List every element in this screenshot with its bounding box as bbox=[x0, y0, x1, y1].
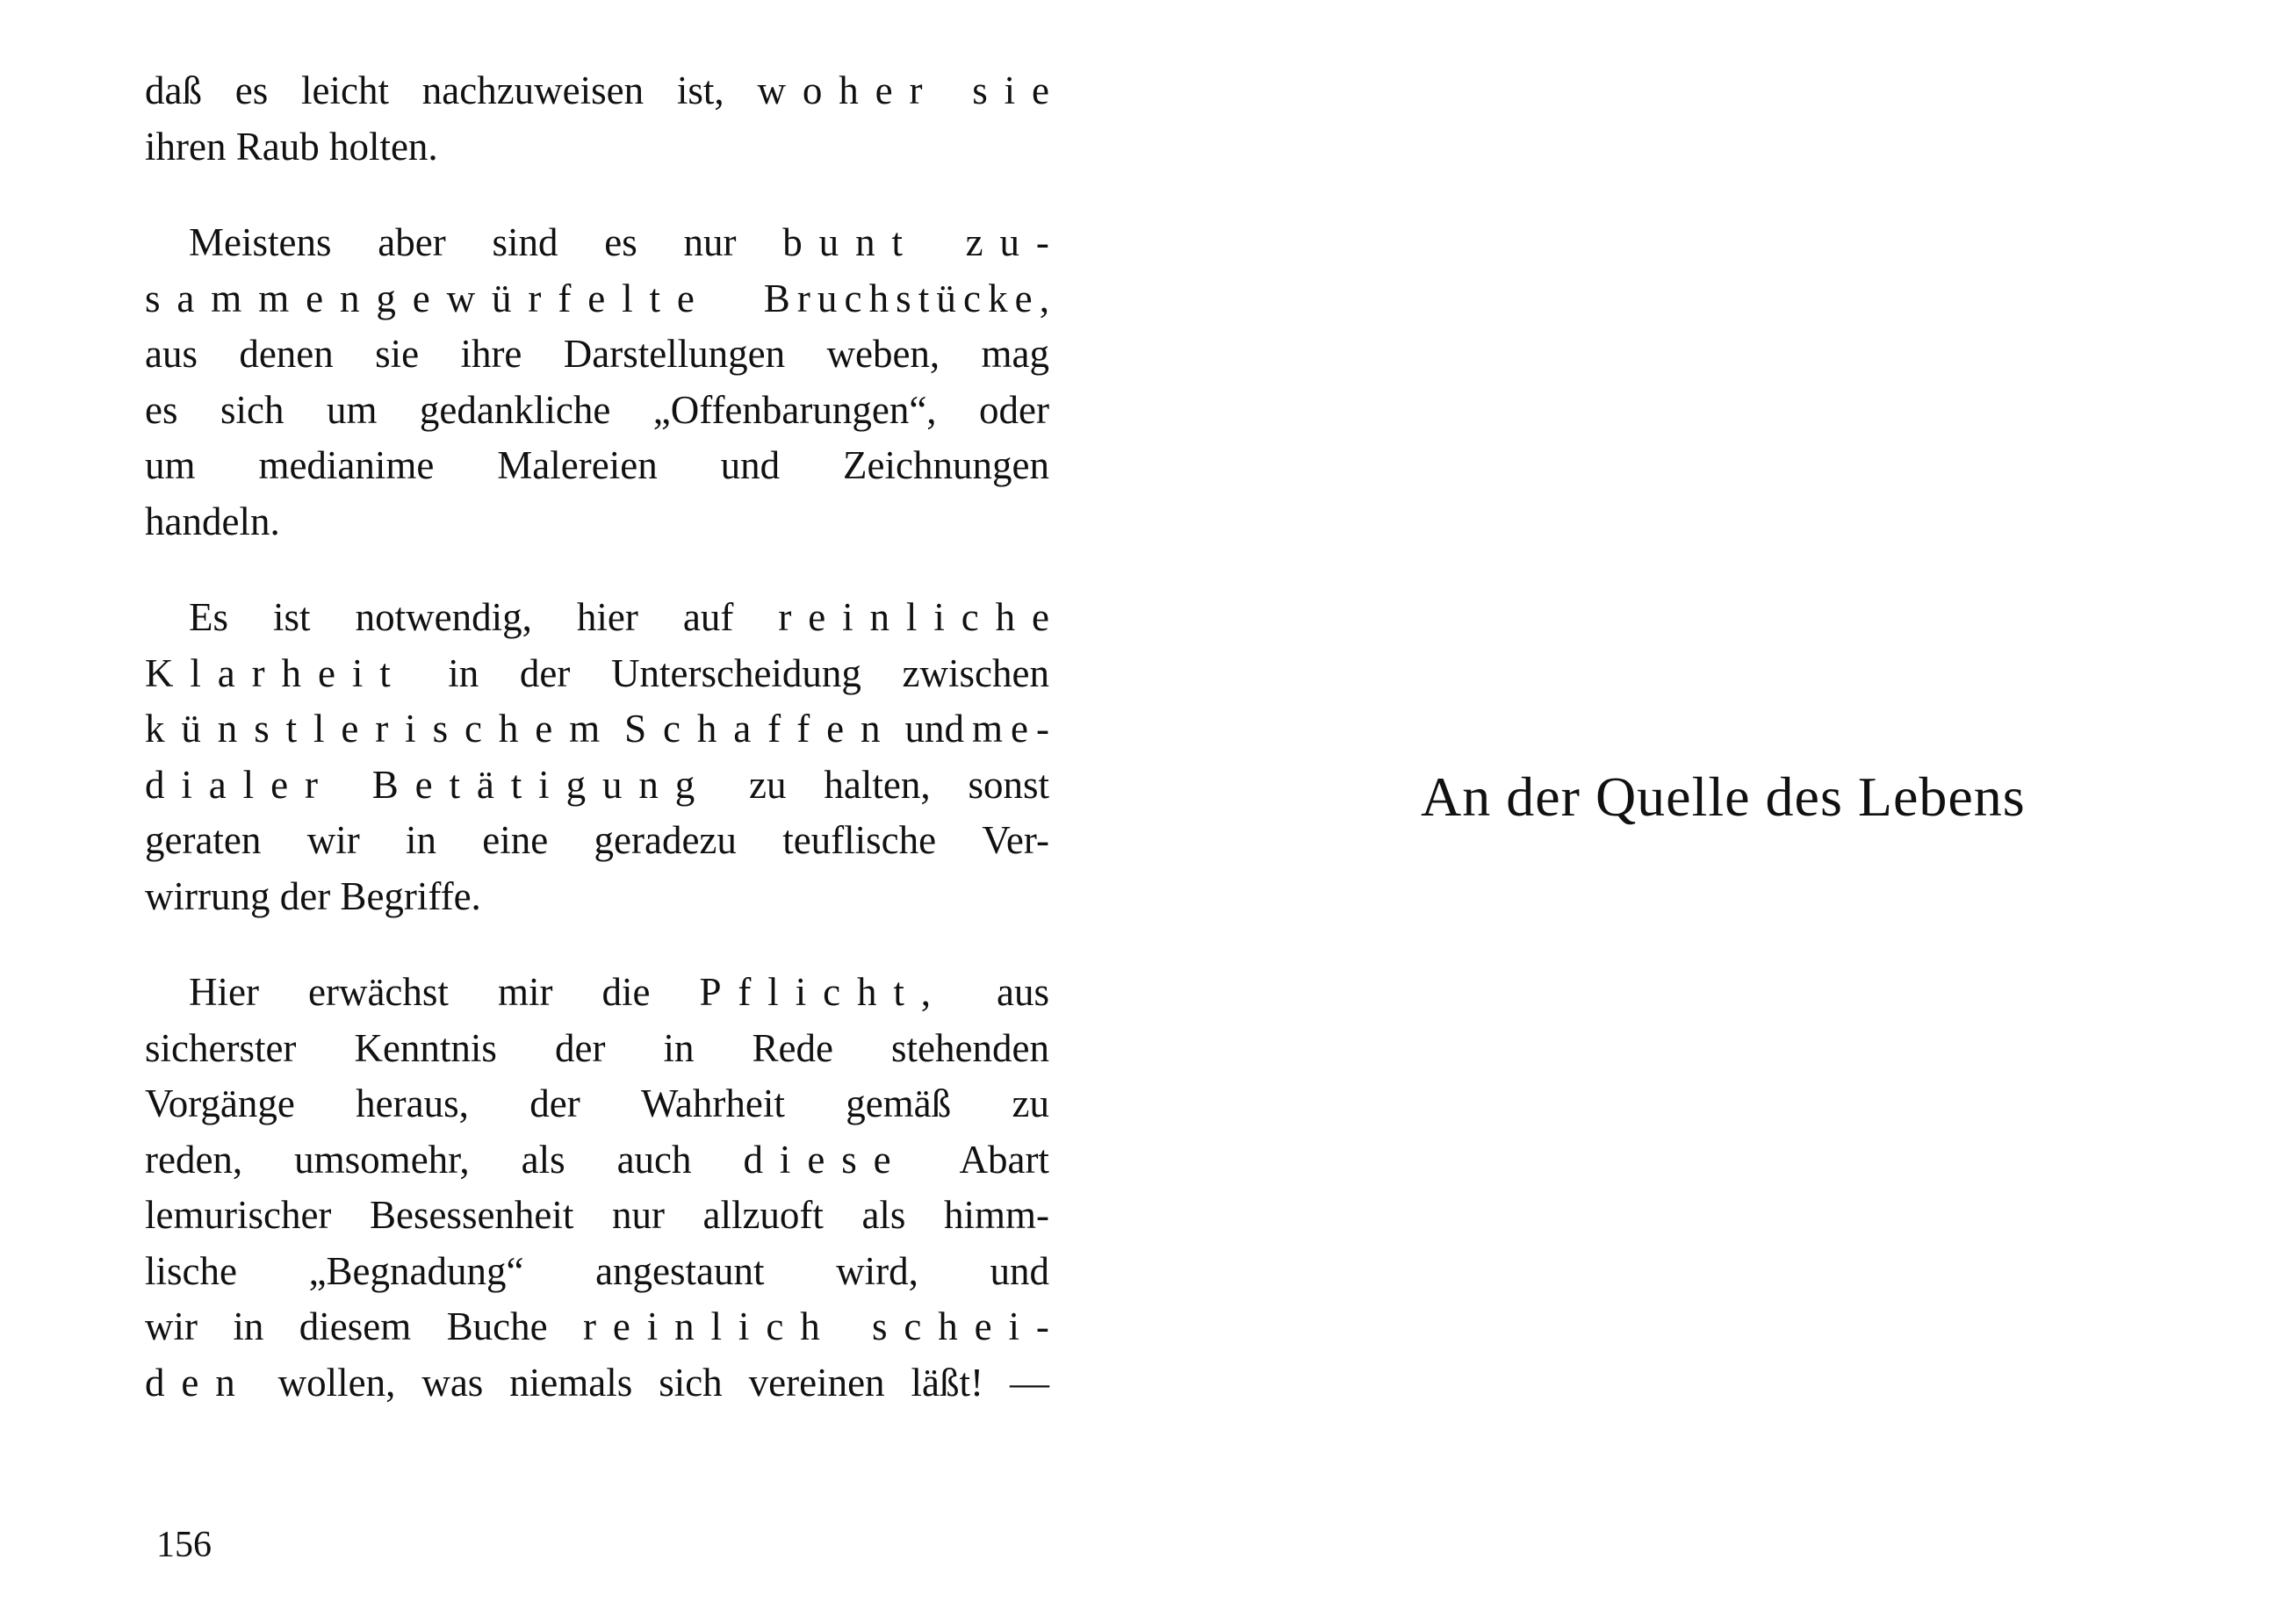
left-page bbox=[145, 63, 1066, 1411]
right-page bbox=[1142, 0, 2283, 1624]
text-line: dialer Betätigung zu halten, sonst bbox=[145, 762, 1049, 807]
text-line: sicherster Kenntnis der in Rede stehenden bbox=[145, 1025, 1049, 1070]
paragraph-2 bbox=[145, 215, 1066, 550]
text-line: Vorgänge heraus, der Wahrheit gemäß zu bbox=[145, 1081, 1049, 1125]
text-line: geraten wir in eine geradezu teuflische Ver- bbox=[145, 818, 1049, 862]
text-line: handeln. bbox=[145, 499, 280, 543]
paragraph-3 bbox=[145, 590, 1066, 924]
paragraph-1 bbox=[145, 63, 1066, 175]
text-line: Hier erwächst mir die Pflicht, aus bbox=[189, 970, 1049, 1014]
text-line: lische „Begnadung“ angestaunt wird, und bbox=[145, 1248, 1049, 1293]
text-line: ihren Raub holten. bbox=[145, 124, 438, 169]
text-line: künstlerischem Schaffen und me- bbox=[145, 707, 1057, 751]
text-line: reden, umsomehr, als auch diese Abart bbox=[145, 1137, 1049, 1182]
paragraph-4 bbox=[145, 965, 1066, 1411]
chapter-title: An der Quelle des Lebens bbox=[1421, 765, 2026, 828]
text-line: den wollen, was niemals sich vereinen läßt! — bbox=[145, 1360, 1049, 1405]
text-line: lemurischer Besessenheit nur allzuoft als himm- bbox=[145, 1193, 1049, 1237]
text-line: wir in diesem Buche reinlich schei- bbox=[145, 1304, 1066, 1348]
text-line: daß es leicht nachzuweisen ist, woher sie bbox=[145, 68, 1066, 112]
text-line: Meistens aber sind es nur bunt zu- bbox=[189, 220, 1066, 264]
text-line: sammengewürfelte Bruchstücke, bbox=[145, 276, 1057, 320]
text-line: wirrung der Begriffe. bbox=[145, 873, 481, 918]
text-line: es sich um gedankliche „Offenbarungen“, oder bbox=[145, 387, 1049, 432]
text-line: Es ist notwendig, hier auf reinliche bbox=[189, 595, 1066, 639]
text-line: Klarheit in der Unterscheidung zwischen bbox=[145, 650, 1049, 695]
text-line: aus denen sie ihre Darstellungen weben, mag bbox=[145, 332, 1049, 376]
text-line: um medianime Malereien und Zeichnungen bbox=[145, 443, 1049, 487]
page-number: 156 bbox=[156, 1525, 212, 1565]
